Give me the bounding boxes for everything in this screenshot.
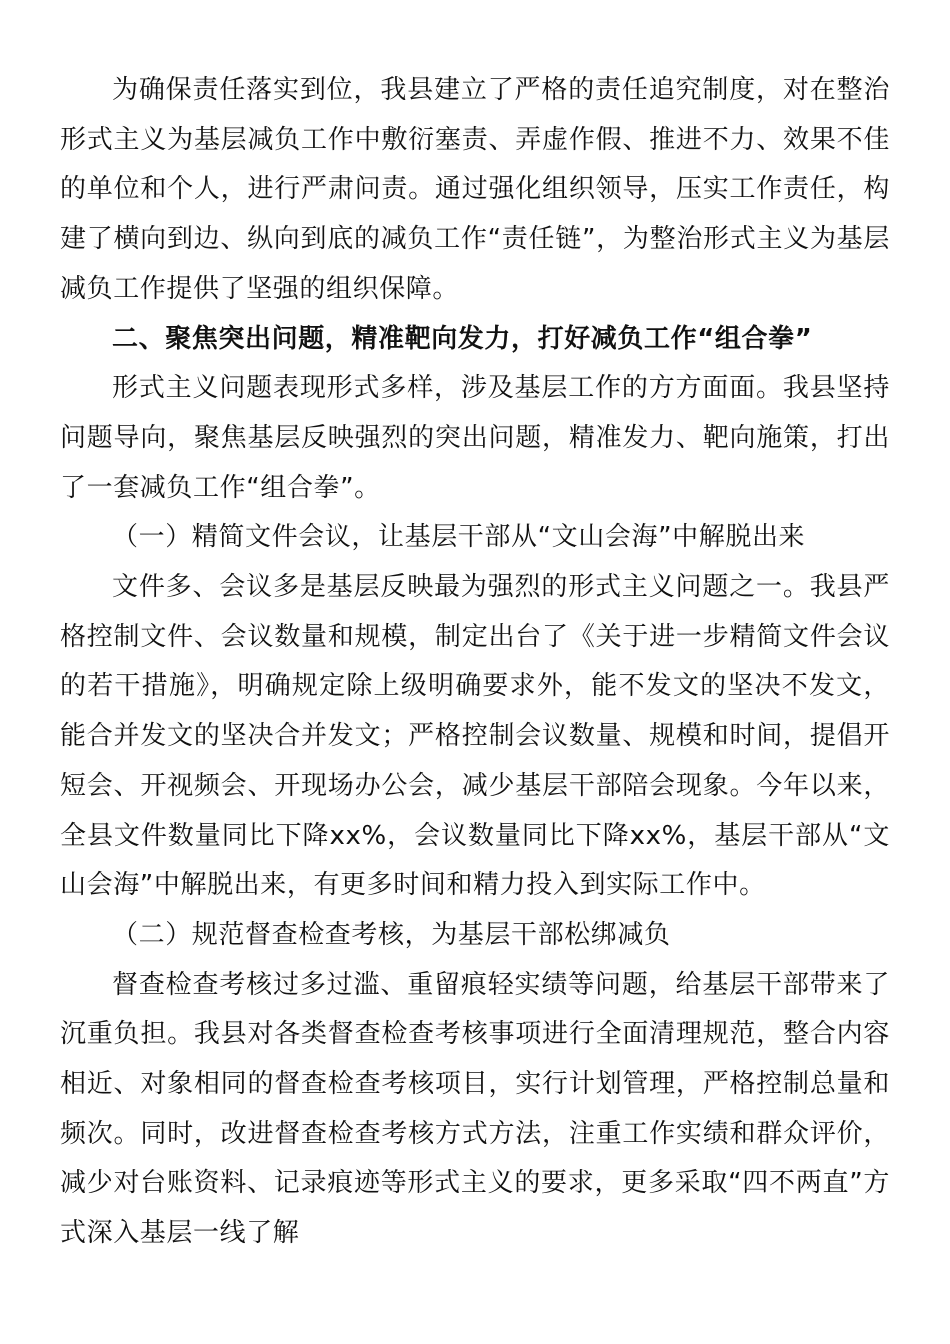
subheading-2: （二）规范督查检查考核，为基层干部松绑减负: [112, 919, 671, 950]
paragraph-inspections: 督查检查考核过多过滥、重留痕轻实绩等问题，给基层干部带来了沉重负担。我县对各类督查检查考核事项进行全面清理规范，整合内容相近、对象相同的督查检查考核项目，实行计划管理，严格控制总量和频次。同时，改进督查检查考核方式方法，注重工作实绩和群众评价，减少对台账资料、记录痕迹等形式主义的要求，更多采取“四不两直”方式深入基层一线了解: [60, 969, 890, 1249]
section-heading-2: 二、聚焦突出问题，精准靶向发力，打好减负工作“组合拳”: [112, 323, 813, 354]
paragraph-section-intro: 形式主义问题表现形式多样，涉及基层工作的方方面面。我县坚持问题导向，聚焦基层反映强烈的突出问题，精准发力、靶向施策，打出了一套减负工作“组合拳”。: [60, 373, 890, 503]
paragraph-documents-meetings: 文件多、会议多是基层反映最为强烈的形式主义问题之一。我县严格控制文件、会议数量和规模，制定出台了《关于进一步精简文件会议的若干措施》，明确规定除上级明确要求外，能不发文的坚决不发文，能合并发文的坚决合并发文；严格控制会议数量、规模和时间，提倡开短会、开视频会、开现场办公会，减少基层干部陪会现象。今年以来，全县文件数量同比下降xx%，会议数量同比下降xx%，基层干部从“文山会海”中解脱出来，有更多时间和精力投入到实际工作中。: [60, 572, 890, 901]
paragraph-responsibility: 为确保责任落实到位，我县建立了严格的责任追究制度，对在整治形式主义为基层减负工作中敷衍塞责、弄虚作假、推进不力、效果不佳的单位和个人，进行严肃问责。通过强化组织领导，压实工作责任，构建了横向到边、纵向到底的减负工作“责任链”，为整治形式主义为基层减负工作提供了坚强的组织保障。: [60, 75, 890, 304]
subheading-1: （一）精简文件会议，让基层干部从“文山会海”中解脱出来: [112, 522, 806, 553]
document-page: [60, 66, 890, 1259]
